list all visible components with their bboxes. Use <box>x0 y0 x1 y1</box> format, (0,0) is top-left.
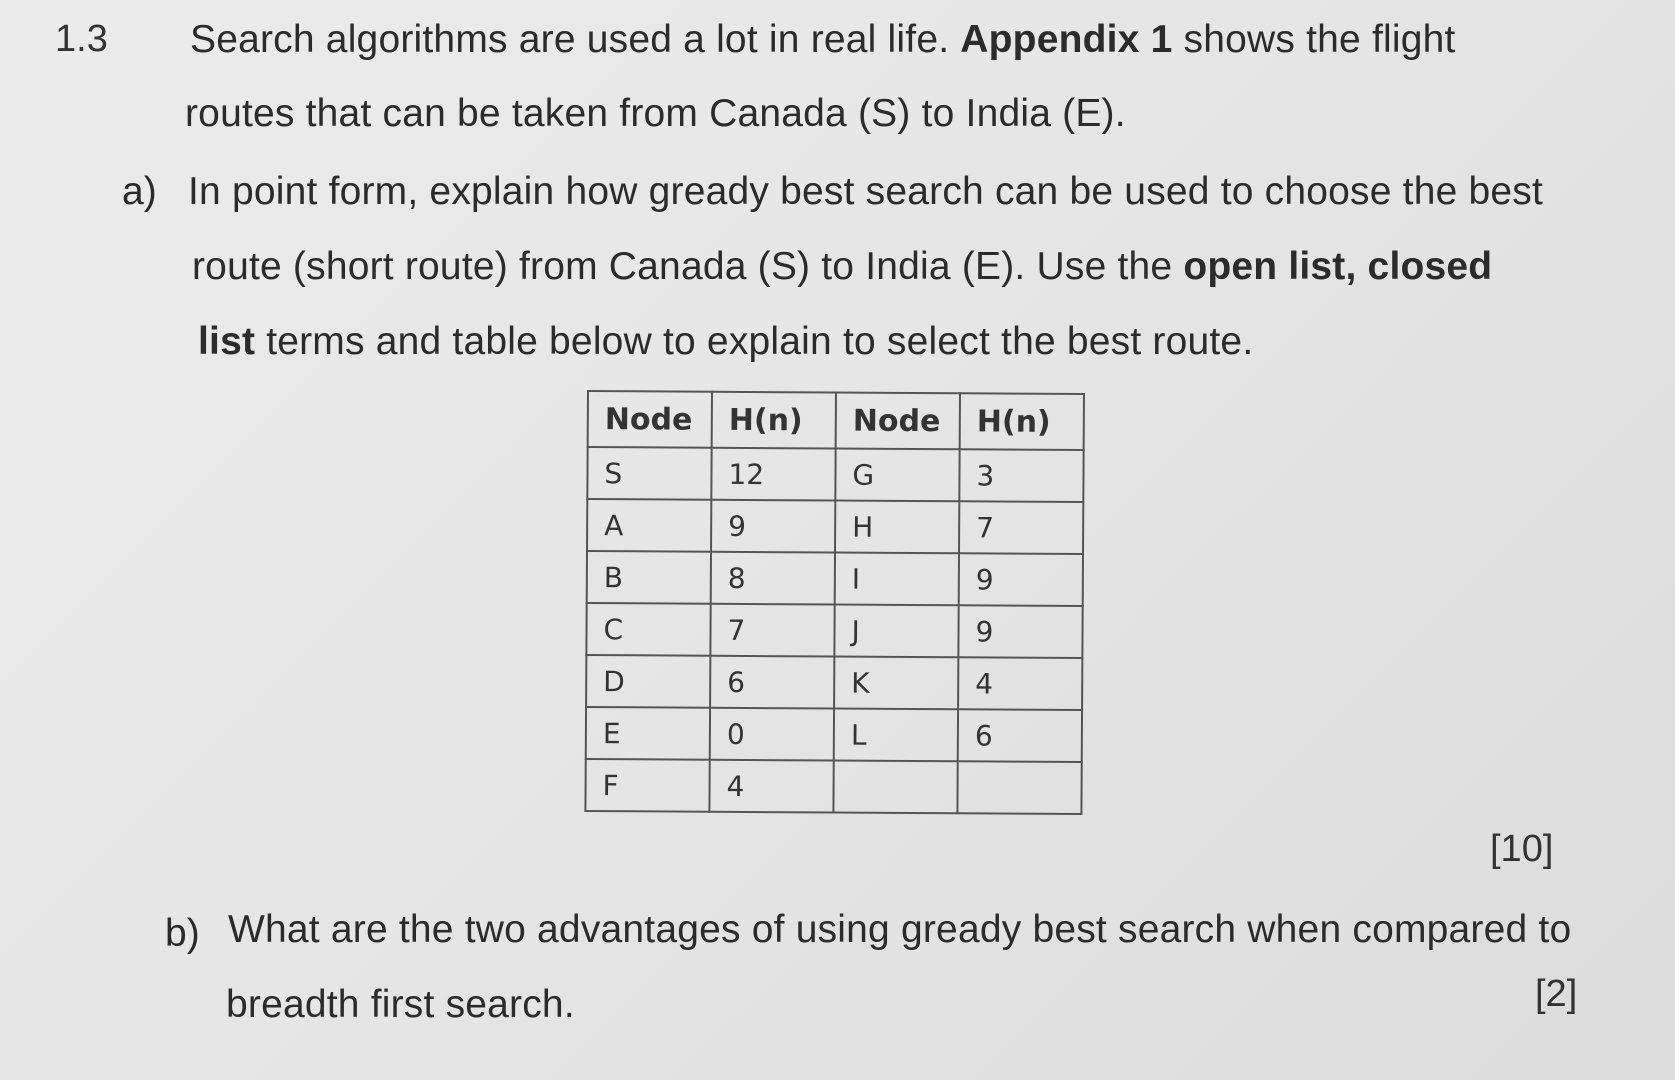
intro-text-1a: Search algorithms are used a lot in real life. <box>190 18 961 61</box>
table-cell: 4 <box>958 657 1082 710</box>
part-b-label: b) <box>165 912 200 955</box>
table-cell: B <box>587 551 711 604</box>
table-row <box>587 447 1083 502</box>
part-b-marks: [2] <box>1535 973 1578 1015</box>
header-hn-1: H(n) <box>712 392 836 449</box>
table-row <box>586 603 1082 658</box>
list-term: list <box>198 320 256 363</box>
table-row <box>586 655 1082 710</box>
heuristic-table <box>584 390 1085 815</box>
table-cell: 9 <box>958 605 1082 658</box>
table-cell: 4 <box>709 760 833 813</box>
part-a-line-2 <box>192 245 1492 289</box>
table-cell: 9 <box>711 500 835 553</box>
table-cell: 6 <box>710 656 834 709</box>
table-cell: 7 <box>710 604 834 657</box>
header-node-2: Node <box>836 393 960 450</box>
table-header-row <box>588 391 1084 450</box>
table-cell: A <box>587 499 711 552</box>
table-cell: 6 <box>958 709 1082 762</box>
table-row <box>585 759 1081 814</box>
part-a-marks: [10] <box>1490 828 1554 870</box>
appendix-reference: Appendix 1 <box>960 18 1173 61</box>
table-cell: 12 <box>711 448 835 501</box>
table-cell: I <box>835 553 959 606</box>
intro-line-1 <box>190 18 1456 62</box>
part-a-text-3b: terms and table below to explain to select the best route. <box>255 320 1254 363</box>
table-row <box>586 707 1082 762</box>
part-a-line-1: In point form, explain how gready best search can be used to choose the best <box>188 170 1544 213</box>
part-a-line-3 <box>198 320 1253 364</box>
table-cell: E <box>586 707 710 760</box>
table-cell: 7 <box>959 501 1083 554</box>
header-node-1: Node <box>588 391 712 448</box>
part-b-line-2: breadth first search. <box>226 983 575 1026</box>
table-cell: K <box>834 657 958 710</box>
header-hn-2: H(n) <box>960 393 1084 450</box>
part-b-line-1: What are the two advantages of using gready best search when compared to <box>228 908 1572 951</box>
table-cell: C <box>586 603 710 656</box>
intro-text-1b: shows the flight <box>1172 18 1456 61</box>
table-cell <box>833 761 957 814</box>
table-cell: 0 <box>710 708 834 761</box>
table-row <box>587 499 1083 554</box>
part-a-text-2a: route (short route) from Canada (S) to India (E). Use the <box>192 245 1184 288</box>
question-number: 1.3 <box>55 18 108 60</box>
table-cell: S <box>587 447 711 500</box>
table-cell: D <box>586 655 710 708</box>
open-closed-terms: open list, closed <box>1183 245 1493 288</box>
table-row <box>587 551 1083 606</box>
table-cell: H <box>835 501 959 554</box>
table-cell <box>957 761 1081 814</box>
intro-line-2: routes that can be taken from Canada (S) to India (E). <box>185 92 1126 135</box>
table-cell: L <box>834 709 958 762</box>
table-cell: 9 <box>959 553 1083 606</box>
table-cell: 3 <box>959 449 1083 502</box>
table-cell: F <box>585 759 709 812</box>
table-cell: 8 <box>711 552 835 605</box>
table-cell: G <box>835 449 959 502</box>
table-cell: J <box>834 605 958 658</box>
part-a-label: a) <box>122 170 157 213</box>
